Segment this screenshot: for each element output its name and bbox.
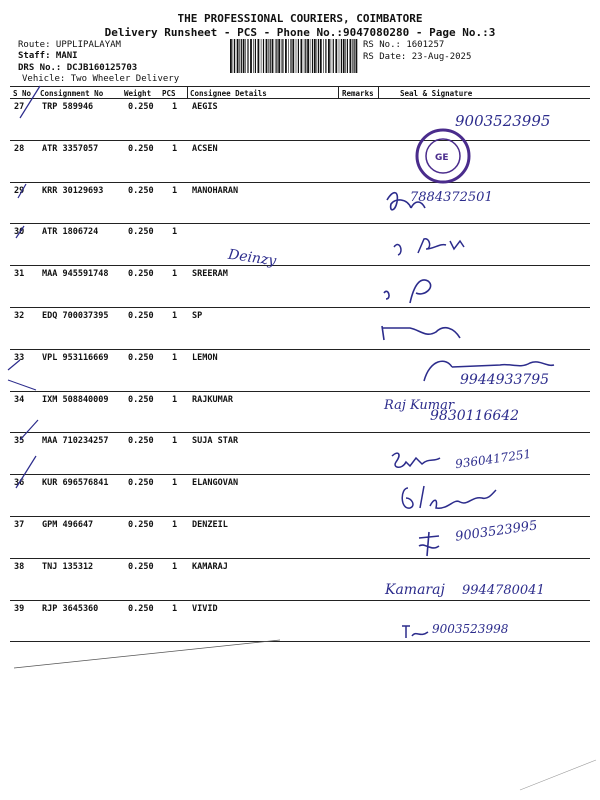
row-pcs: 1: [172, 394, 178, 405]
row-consignee: MANOHARAN: [192, 185, 239, 196]
row-consignment-no: MAA 710234257: [42, 436, 109, 447]
row-pcs: 1: [172, 269, 178, 280]
row-pcs: 1: [172, 603, 178, 614]
row-consignment-no: TNJ 135312: [42, 561, 94, 572]
row-consignment-no: EDQ 700037395: [42, 311, 109, 321]
row-weight: 0.250: [128, 311, 154, 321]
handwritten-phone-37: 9003523995: [454, 518, 539, 545]
rs-date-label: RS Date: 23-Aug-2025: [363, 52, 472, 62]
row-sno: 36: [14, 478, 25, 489]
row-consignee: SREERAM: [192, 269, 228, 280]
row-consignee: RAJKUMAR: [192, 394, 233, 405]
row-consignment-no: TRP 589946: [42, 102, 94, 112]
col-header-sno: S No: [13, 89, 32, 98]
row-consignment-no: RJP 3645360: [42, 603, 99, 614]
handwritten-phone-34: 9830116642: [430, 408, 520, 424]
runsheet-subtitle: Delivery Runsheet - PCS - Phone No.:9047080280 - Page No.:3: [104, 26, 496, 39]
col-header-consignment: Consignment No: [40, 89, 104, 98]
row-consignee: ELANGOVAN: [192, 478, 239, 489]
col-header-remarks: Remarks: [342, 89, 374, 98]
row-sno: 30: [14, 227, 25, 238]
row-pcs: 1: [172, 478, 178, 489]
row-pcs: 1: [172, 102, 178, 112]
row-consignment-no: GPM 496647: [42, 520, 94, 530]
col-header-seal: Seal & Signature: [400, 89, 473, 98]
row-consignee: VIVID: [192, 603, 218, 614]
handwritten-name-34: Raj Kumar: [384, 398, 455, 413]
row-sno: 37: [14, 520, 25, 530]
col-header-consignee: Consignee Details: [190, 89, 267, 98]
row-sno: 33: [14, 352, 25, 363]
row-weight: 0.250: [128, 185, 154, 196]
row-consignment-no: MAA 945591748: [42, 269, 109, 280]
row-pcs: 1: [172, 561, 178, 572]
rs-no-label: RS No.: 1601257: [363, 40, 445, 50]
handwritten-phone-27: 9003523995: [455, 112, 551, 130]
row-weight: 0.250: [128, 269, 154, 280]
row-sno: 39: [14, 603, 25, 614]
row-weight: 0.250: [128, 436, 154, 447]
row-pcs: 1: [172, 185, 178, 196]
row-pcs: 1: [172, 227, 178, 238]
row-consignment-no: ATR 3357057: [42, 143, 99, 154]
staff-label: Staff: MANI: [18, 51, 78, 61]
vehicle-label: Vehicle: Two Wheeler Delivery: [22, 74, 180, 84]
row-pcs: 1: [172, 311, 178, 321]
handwritten-name-30: Deinzy: [227, 246, 278, 270]
row-weight: 0.250: [128, 227, 154, 238]
handwritten-phone-33: 9944933795: [460, 372, 550, 388]
row-weight: 0.250: [128, 394, 154, 405]
col-header-weight: Weight: [124, 89, 152, 98]
drs-label: DRS No.: DCJB160125703: [18, 63, 138, 73]
row-consignee: AEGIS: [192, 102, 218, 112]
row-pcs: 1: [172, 143, 178, 154]
row-weight: 0.250: [128, 143, 154, 154]
row-weight: 0.250: [128, 561, 154, 572]
col-header-pcs: PCS: [162, 89, 176, 98]
row-sno: 35: [14, 436, 25, 447]
row-pcs: 1: [172, 352, 178, 363]
row-pcs: 1: [172, 520, 178, 530]
handwritten-phone-35: 9360417251: [454, 446, 532, 472]
row-consignment-no: ATR 1806724: [42, 227, 99, 238]
route-label: Route: UPPLIPALAYAM: [18, 40, 121, 50]
handwritten-phone-38: 9944780041: [462, 583, 545, 598]
row-consignee: ACSEN: [192, 143, 218, 154]
row-sno: 32: [14, 311, 25, 321]
row-consignee: KAMARAJ: [192, 561, 228, 572]
row-consignee: DENZEIL: [192, 520, 228, 530]
row-sno: 29: [14, 185, 25, 196]
row-weight: 0.250: [128, 478, 154, 489]
row-sno: 28: [14, 143, 25, 154]
handwritten-phone-29: 7884372501: [410, 190, 493, 205]
row-sno: 34: [14, 394, 25, 405]
row-consignment-no: KUR 696576841: [42, 478, 109, 489]
row-weight: 0.250: [128, 352, 154, 363]
row-consignee: SP: [192, 311, 203, 321]
row-sno: 38: [14, 561, 25, 572]
row-weight: 0.250: [128, 603, 154, 614]
svg-text:GE: GE: [435, 153, 449, 163]
row-consignment-no: KRR 30129693: [42, 185, 104, 196]
company-title: THE PROFESSIONAL COURIERS, COIMBATORE: [177, 12, 423, 25]
row-weight: 0.250: [128, 102, 154, 112]
handwritten-name-38: Kamaraj: [385, 582, 445, 598]
row-sno: 27: [14, 102, 25, 112]
row-consignee: SUJA STAR: [192, 436, 239, 447]
row-consignment-no: IXM 508840009: [42, 394, 109, 405]
row-pcs: 1: [172, 436, 178, 447]
row-weight: 0.250: [128, 520, 154, 530]
row-consignee: LEMON: [192, 352, 218, 363]
row-consignment-no: VPL 953116669: [42, 352, 109, 363]
row-sno: 31: [14, 269, 25, 280]
handwritten-phone-39: 9003523998: [432, 622, 509, 636]
